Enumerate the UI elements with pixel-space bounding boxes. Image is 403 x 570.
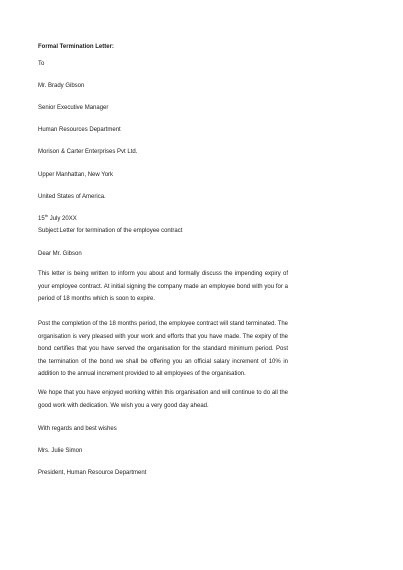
recipient-name: Mr. Brady Gibson [38, 83, 85, 89]
to-label: To [38, 61, 45, 67]
paragraph-1: This letter is being written to inform you about and formally discuss the impending expiry of your employee contract. At initial signing the company made an employee bond with you for a period of 18 months which is soon to expire. [38, 271, 288, 302]
country-line: United States of America. [38, 194, 106, 200]
letter-heading: Formal Termination Letter: [38, 44, 114, 50]
recipient-department: Human Resources Department [38, 127, 121, 133]
recipient-title: Senior Executive Manager [38, 105, 109, 111]
signatory-name: Mrs. Julie Simon [38, 448, 83, 454]
address-line: Upper Manhattan, New York [38, 172, 114, 178]
date-suffix: th [44, 213, 49, 218]
date-rest: July 20XX [48, 216, 77, 222]
paragraph-3: We hope that you have enjoyed working within this organisation and will continue to do all the good work with dedication. We wish you a very good day ahead. [38, 390, 288, 409]
closing: With regards and best wishes [38, 426, 117, 432]
salutation: Dear Mr. Gibson [38, 251, 82, 257]
signatory-title: President, Human Resource Department [38, 470, 147, 476]
date-day: 15 [38, 216, 45, 222]
subject-line: Subject:Letter for termination of the employee contract [38, 228, 183, 234]
paragraph-2: Post the completion of the 18 months period, the employee contract will stand terminated. The organisation is very pleased with your work and efforts that you have made. The expiry of the bond certifies that you have served the organisation for the standard minimum period. Post the termination of the bond we shall be offering you an official salary increment of 10% in addition to the annual increment provided to all employees of the organisation. [38, 321, 288, 377]
letter-date [38, 213, 77, 223]
company-name: Morison & Carter Enterprises Pvt Ltd. [38, 149, 138, 155]
